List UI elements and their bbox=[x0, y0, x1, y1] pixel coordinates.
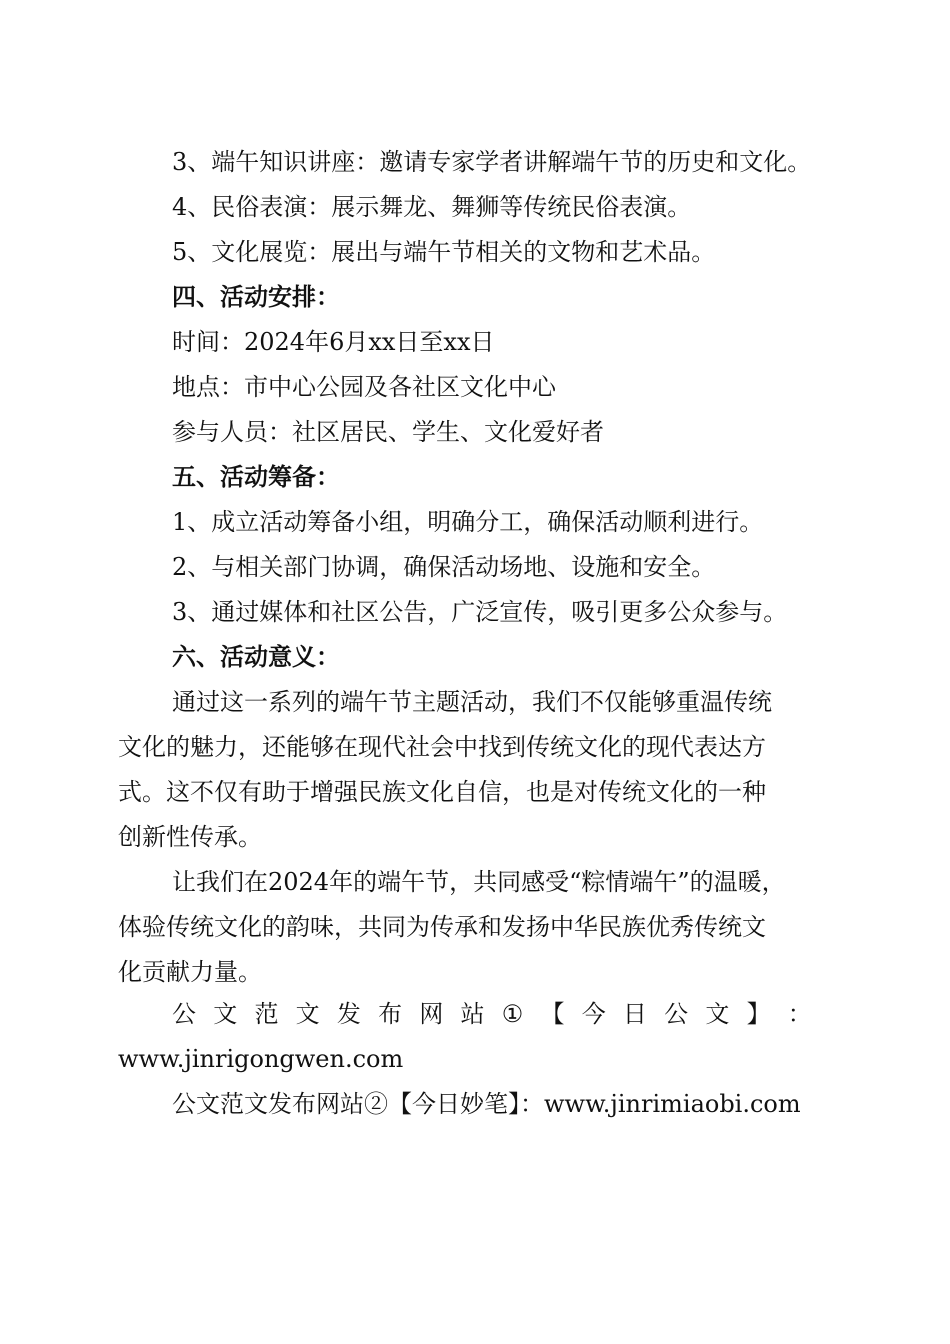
significance-para1-line4: 创新性传承。 bbox=[118, 823, 262, 851]
section-heading-preparation: 五、活动筹备： bbox=[172, 463, 340, 491]
footer-site1-char: ： bbox=[787, 1000, 812, 1028]
footer-site1-char: 公 bbox=[664, 1000, 689, 1028]
preparation-item-2: 2、与相关部门协调，确保活动场地、设施和安全。 bbox=[172, 553, 716, 581]
footer-site1-url[interactable]: www.jinrigongwen.com bbox=[118, 1045, 404, 1073]
significance-para1-line1: 通过这一系列的端午节主题活动，我们不仅能够重温传统 bbox=[172, 688, 772, 716]
schedule-location: 地点：市中心公园及各社区文化中心 bbox=[172, 373, 556, 401]
footer-site1-char: 布 bbox=[378, 1000, 403, 1028]
footer-site1-char: 范 bbox=[254, 1000, 279, 1028]
section-heading-significance: 六、活动意义： bbox=[172, 643, 340, 671]
activity-item-3: 3、端午知识讲座：邀请专家学者讲解端午节的历史和文化。 bbox=[172, 148, 812, 176]
significance-para1-line2: 文化的魅力，还能够在现代社会中找到传统文化的现代表达方 bbox=[118, 733, 766, 761]
schedule-time: 时间：2024年6月xx日至xx日 bbox=[172, 328, 495, 356]
section-heading-schedule: 四、活动安排： bbox=[172, 283, 340, 311]
footer-site1-char: 网 bbox=[419, 1000, 444, 1028]
footer-site1-char: 文 bbox=[705, 1000, 730, 1028]
activity-item-5: 5、文化展览：展出与端午节相关的文物和艺术品。 bbox=[172, 238, 716, 266]
footer-site1-char: 文 bbox=[295, 1000, 320, 1028]
significance-para2-line1: 让我们在2024年的端午节，共同感受“粽情端午”的温暖， bbox=[172, 868, 786, 896]
preparation-item-1: 1、成立活动筹备小组，明确分工，确保活动顺利进行。 bbox=[172, 508, 764, 536]
schedule-participants: 参与人员：社区居民、学生、文化爱好者 bbox=[172, 418, 604, 446]
preparation-item-3: 3、通过媒体和社区公告，广泛宣传，吸引更多公众参与。 bbox=[172, 598, 788, 626]
significance-para1-line3: 式。这不仅有助于增强民族文化自信，也是对传统文化的一种 bbox=[118, 778, 766, 806]
footer-site1-char: 【 bbox=[540, 1000, 565, 1028]
footer-site1-label bbox=[172, 999, 812, 1029]
significance-para2-line2: 体验传统文化的韵味，共同为传承和发扬中华民族优秀传统文 bbox=[118, 913, 766, 941]
footer-site1-char: 公 bbox=[172, 1000, 196, 1028]
footer-site1-char: ① bbox=[501, 1000, 524, 1028]
footer-site1-char: 站 bbox=[460, 1000, 485, 1028]
footer-site1-char: 发 bbox=[336, 1000, 361, 1028]
footer-site1-char: 文 bbox=[213, 1000, 238, 1028]
footer-site1-char: 】 bbox=[746, 1000, 771, 1028]
activity-item-4: 4、民俗表演：展示舞龙、舞狮等传统民俗表演。 bbox=[172, 193, 692, 221]
footer-site1-char: 今 bbox=[581, 1000, 606, 1028]
significance-para2-line3: 化贡献力量。 bbox=[118, 958, 262, 986]
footer-site1-char: 日 bbox=[622, 1000, 647, 1028]
footer-site2[interactable]: 公文范文发布网站②【今日妙笔】：www.jinrimiaobi.com bbox=[172, 1090, 801, 1118]
